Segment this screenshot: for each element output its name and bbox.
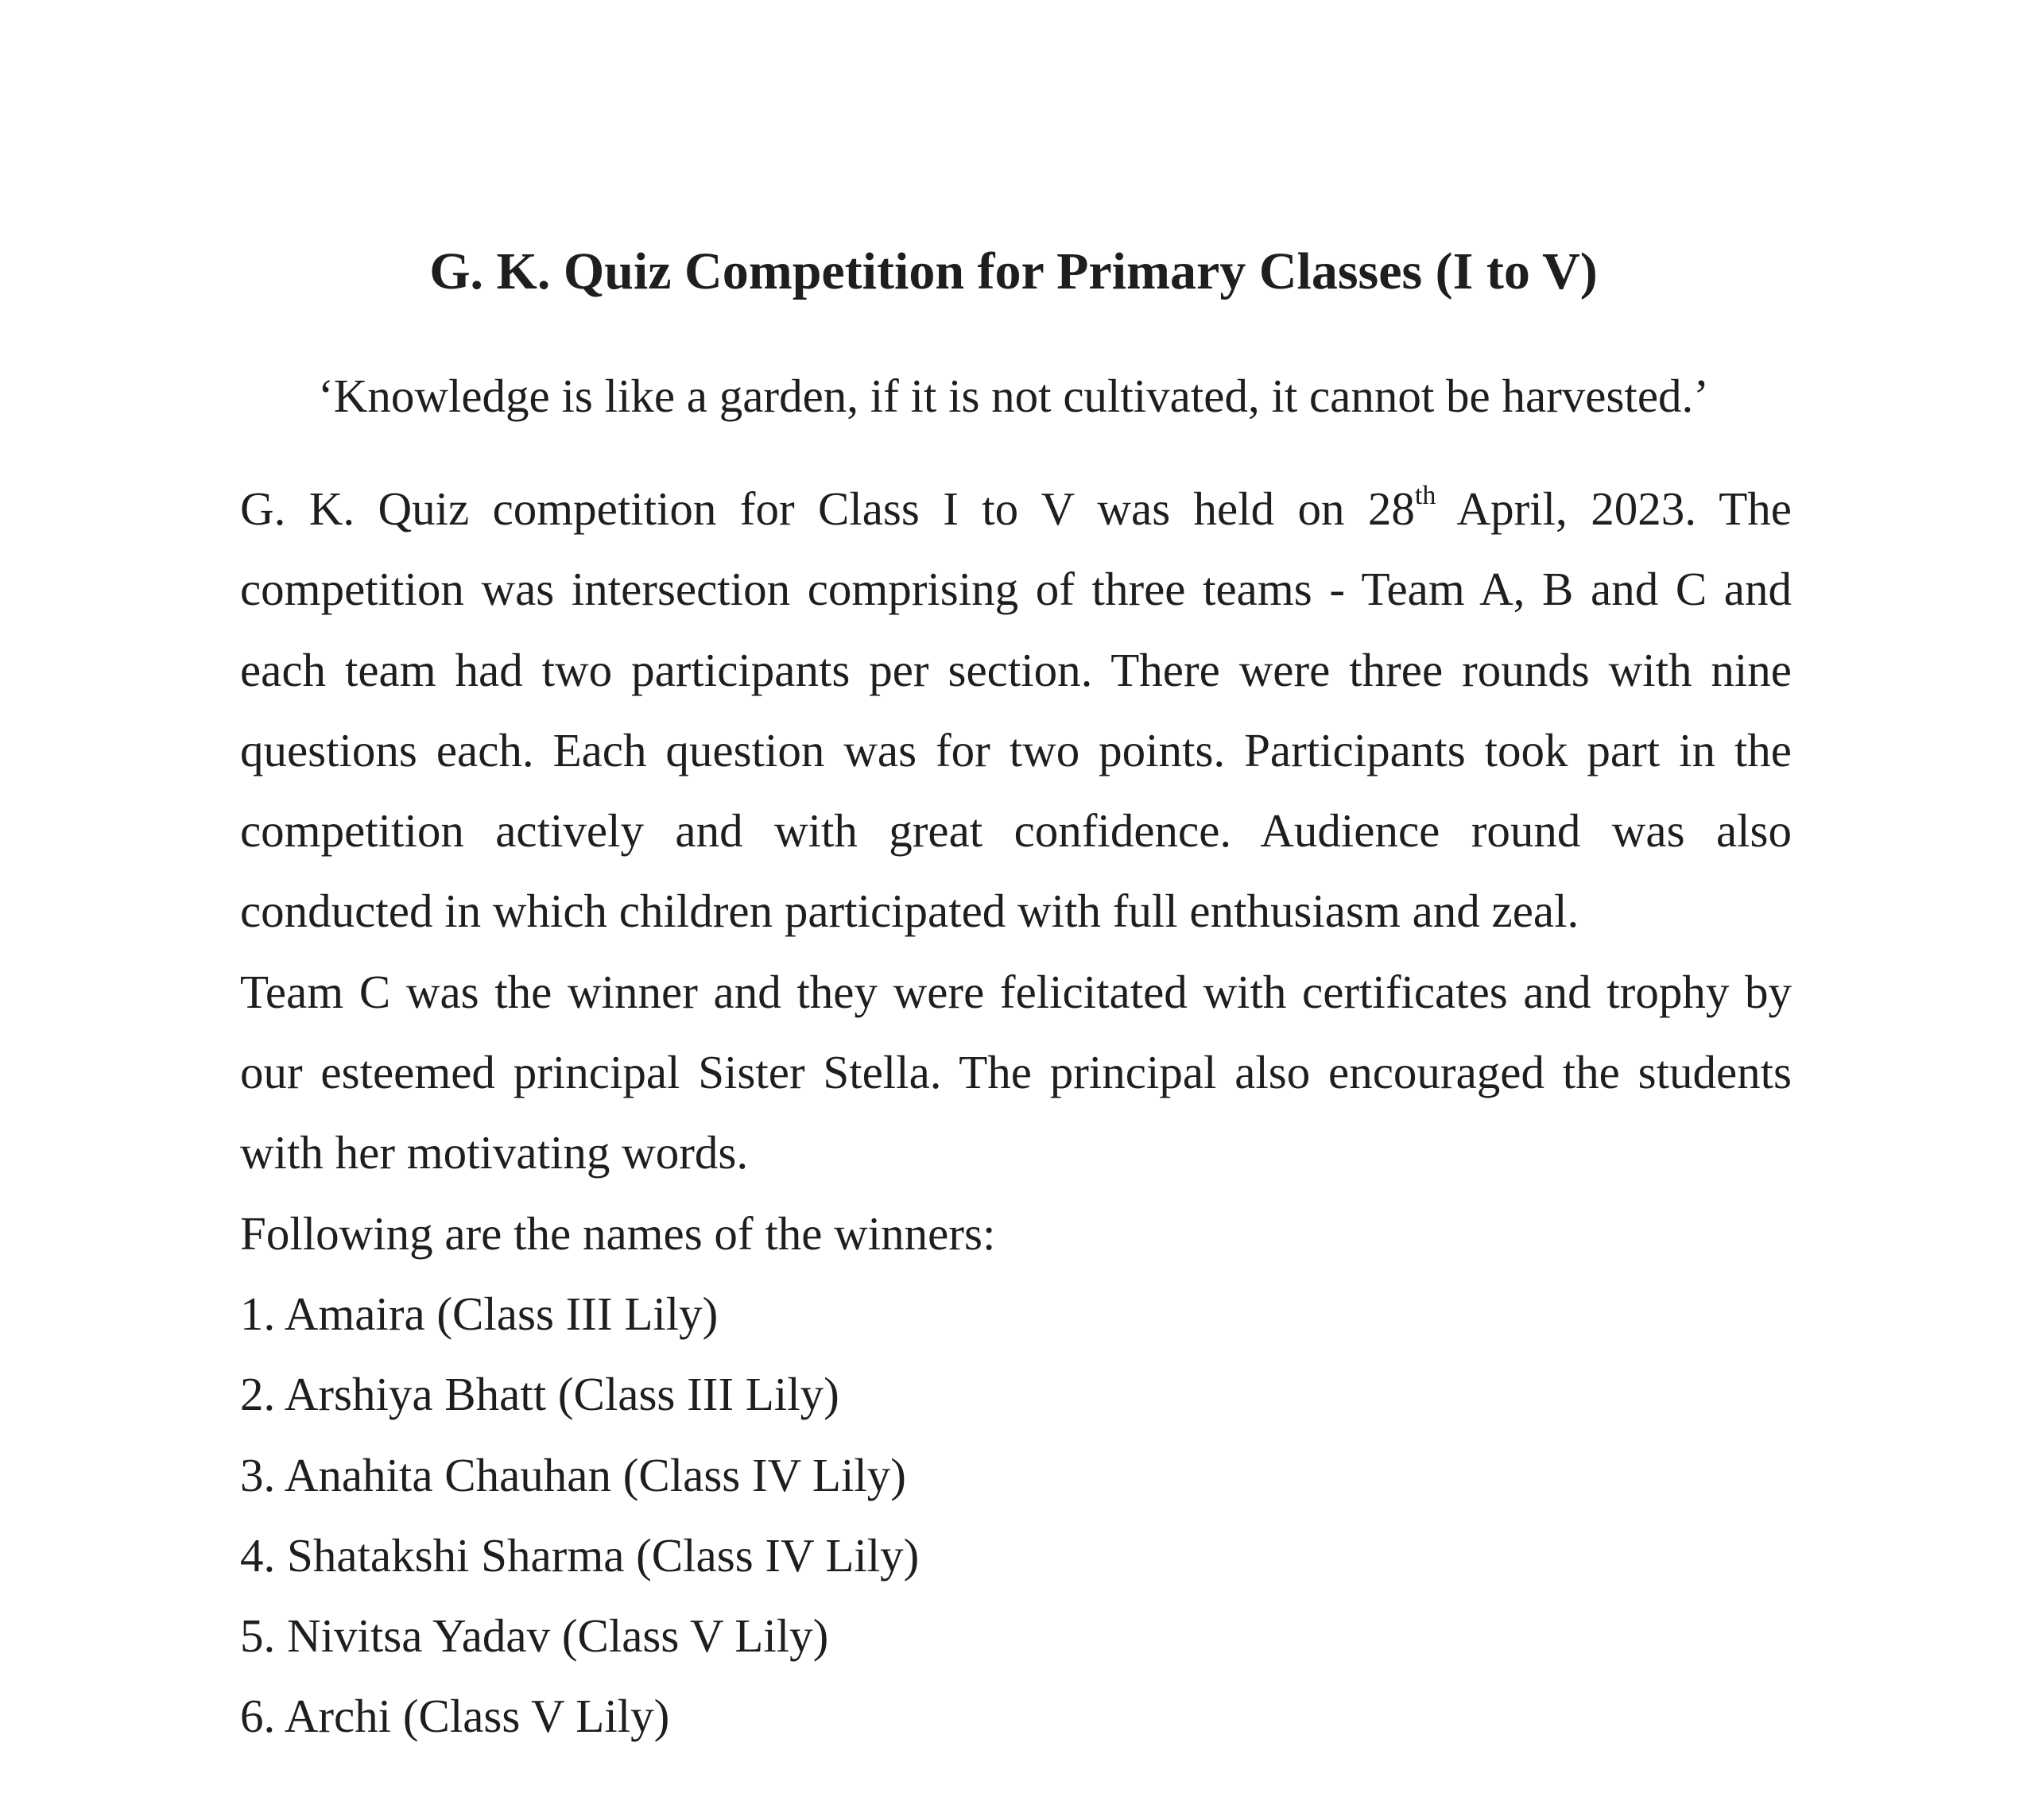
list-item: 4. Shatakshi Sharma (Class IV Lily) bbox=[240, 1528, 920, 1582]
list-item: 2. Arshiya Bhatt (Class III Lily) bbox=[240, 1368, 839, 1421]
winners-heading: Following are the names of the winners: bbox=[240, 1206, 996, 1260]
paragraph-text-end: April, 2023. The competition was intersection comprising of three teams - Team A, B and C and each team had two participants per section. There were three rounds with nine questions each. Each question was for two points. Participants took part in the competition actively and with great confidence. Audience round was also conducted in which children participated with full enthusiasm and zeal. bbox=[240, 482, 1792, 938]
list-item: 1. Amaira (Class III Lily) bbox=[240, 1287, 719, 1340]
list-item: 5. Nivitsa Yadav (Class V Lily) bbox=[240, 1609, 829, 1663]
list-item: 6. Archi (Class V Lily) bbox=[240, 1690, 670, 1743]
winners-list bbox=[240, 1274, 1792, 1757]
quote: ‘Knowledge is like a garden, if it is not cultivated, it cannot be harvested.’ bbox=[318, 370, 1709, 422]
document-title: G. K. Quiz Competition for Primary Classes (I to V) bbox=[429, 242, 1598, 300]
list-item: 3. Anahita Chauhan (Class IV Lily) bbox=[240, 1448, 906, 1501]
date-ordinal-suffix: th bbox=[1414, 481, 1436, 510]
paragraph-text-start: G. K. Quiz competition for Class I to V was held on 28 bbox=[240, 482, 1415, 535]
paragraph-event-details bbox=[240, 469, 1792, 952]
paragraph-winner-announcement: Team C was the winner and they were felicitated with certificates and trophy by our esteemed principal Sister Stella. The principal also encouraged the students with her motivating words. bbox=[240, 965, 1792, 1179]
document-body bbox=[240, 469, 1792, 1757]
